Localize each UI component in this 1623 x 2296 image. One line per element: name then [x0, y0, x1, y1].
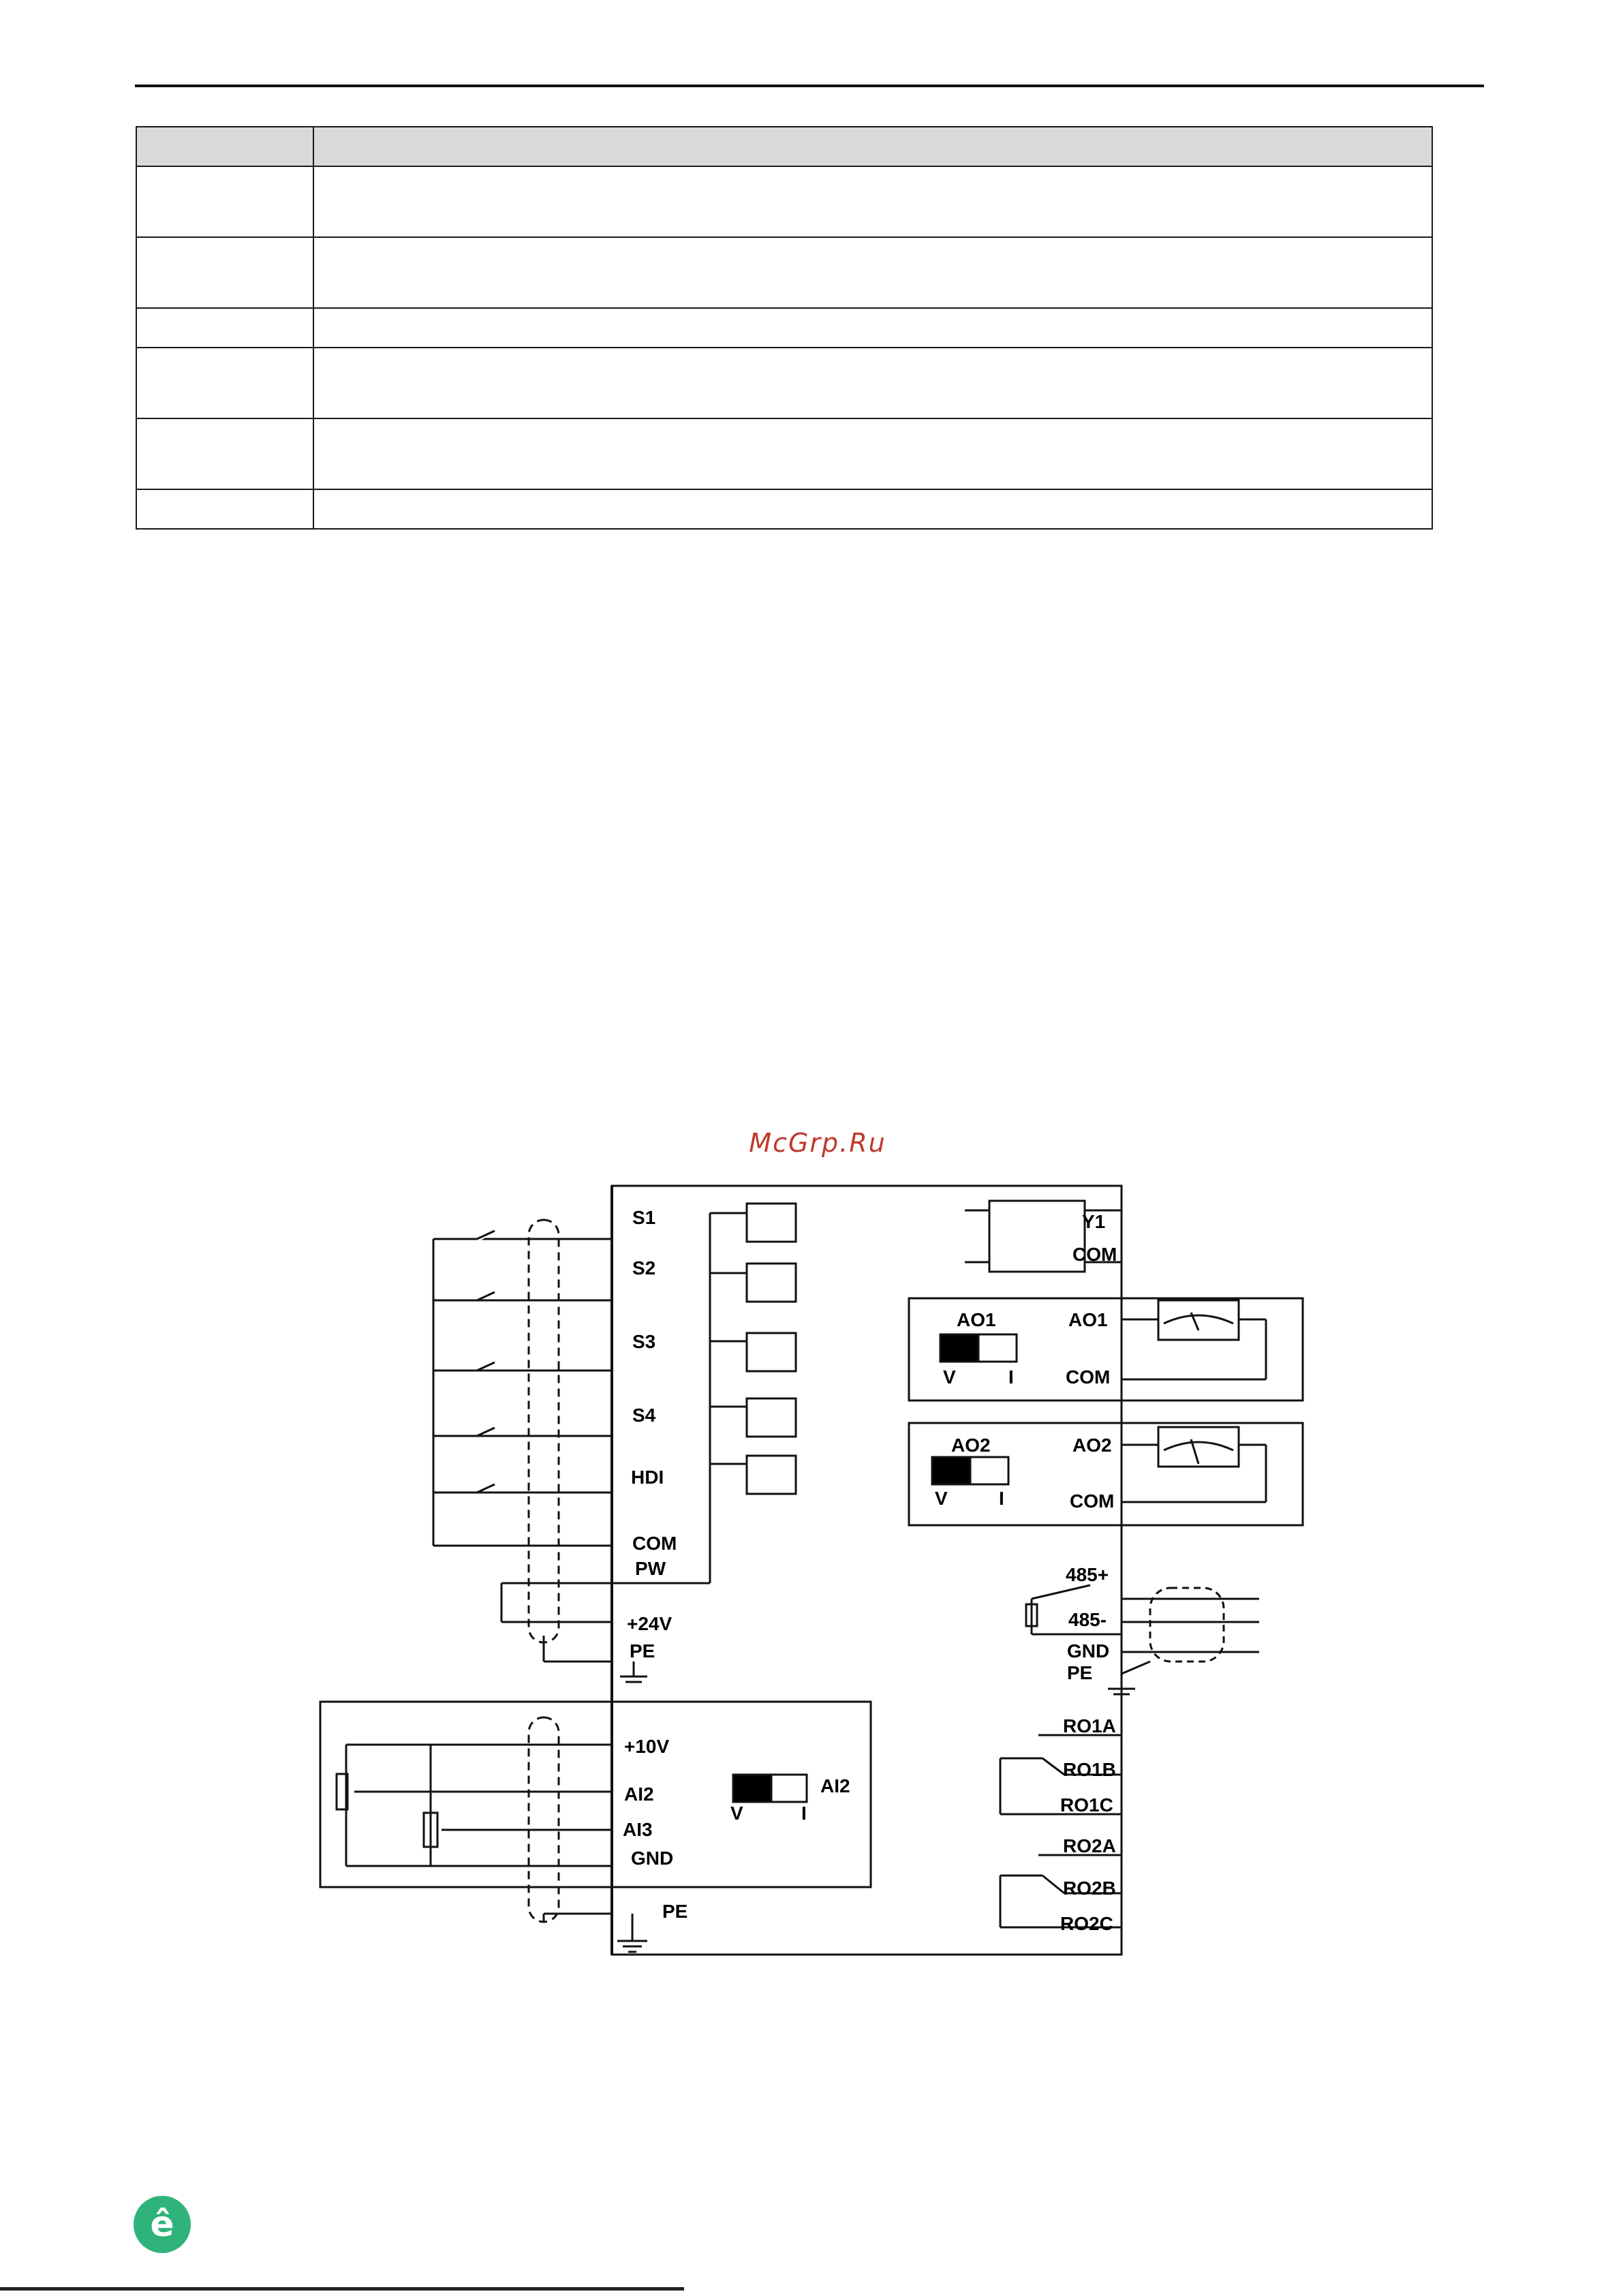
pe-ground-top	[620, 1662, 647, 1682]
terminal-ao2-label: AO2	[1072, 1435, 1112, 1456]
terminal-com-label: COM	[632, 1533, 677, 1554]
terminal-ro2a-label: RO2A	[1063, 1835, 1116, 1856]
watermark: McGrp.Ru	[749, 1128, 886, 1158]
rs485-wiring	[1026, 1585, 1259, 1694]
terminal-pe-label: PE	[630, 1640, 655, 1662]
terminal-ro1b-label: RO1B	[1063, 1759, 1116, 1780]
analog-input-wiring	[337, 1717, 807, 1952]
drive-frame	[612, 1186, 1122, 1955]
terminal-485n-label: 485-	[1068, 1609, 1107, 1630]
terminal-pw-label: PW	[635, 1558, 666, 1579]
brand-logo-icon: ê	[134, 2196, 191, 2253]
terminal-ao1-com-label: COM	[1066, 1366, 1111, 1388]
terminal-ao2-com-label: COM	[1070, 1490, 1115, 1512]
shield-cable	[529, 1220, 559, 1642]
terminal-y1-label: Y1	[1082, 1211, 1106, 1232]
terminal-s1-label: S1	[632, 1207, 656, 1228]
ao1-switch-i: I	[1008, 1366, 1014, 1388]
terminal-s3-label: S3	[632, 1331, 656, 1352]
ai2-switch-v: V	[730, 1803, 743, 1824]
ai2-switch-i: I	[801, 1803, 807, 1824]
ao2-switch-v: V	[935, 1488, 948, 1509]
analog-input-box	[320, 1702, 871, 1887]
terminal-ai3-label: AI3	[623, 1819, 653, 1840]
terminal-pe-bottom-label: PE	[662, 1901, 688, 1922]
ao2-switch-i: I	[999, 1488, 1004, 1509]
ao2-switch-label: AO2	[951, 1435, 991, 1456]
terminal-ao1-label: AO1	[1068, 1309, 1108, 1330]
footer-rule	[0, 2287, 684, 2291]
digital-input-wiring	[433, 1220, 612, 1662]
terminal-ai2-label: AI2	[624, 1784, 654, 1805]
ao1-switch-v: V	[943, 1366, 956, 1388]
terminal-pe-comm-label: PE	[1067, 1662, 1093, 1683]
terminal-s2-label: S2	[632, 1257, 656, 1279]
terminal-ro2b-label: RO2B	[1063, 1878, 1116, 1899]
terminal-ro2c-label: RO2C	[1060, 1913, 1113, 1934]
terminal-10v-label: +10V	[624, 1736, 670, 1757]
terminal-gnd-comm-label: GND	[1067, 1640, 1110, 1662]
terminal-s4-label: S4	[632, 1405, 656, 1426]
terminal-ro1a-label: RO1A	[1063, 1715, 1116, 1736]
terminal-485p-label: 485+	[1066, 1564, 1109, 1585]
terminal-ro1c-label: RO1C	[1060, 1794, 1113, 1816]
terminal-y1-com-label: COM	[1072, 1244, 1117, 1265]
terminal-hdi-label: HDI	[631, 1467, 664, 1488]
terminal-24v-label: +24V	[627, 1613, 673, 1634]
terminal-gnd-label: GND	[631, 1848, 674, 1869]
ai2-switch-label: AI2	[820, 1775, 850, 1796]
ao1-switch-label: AO1	[957, 1309, 996, 1330]
